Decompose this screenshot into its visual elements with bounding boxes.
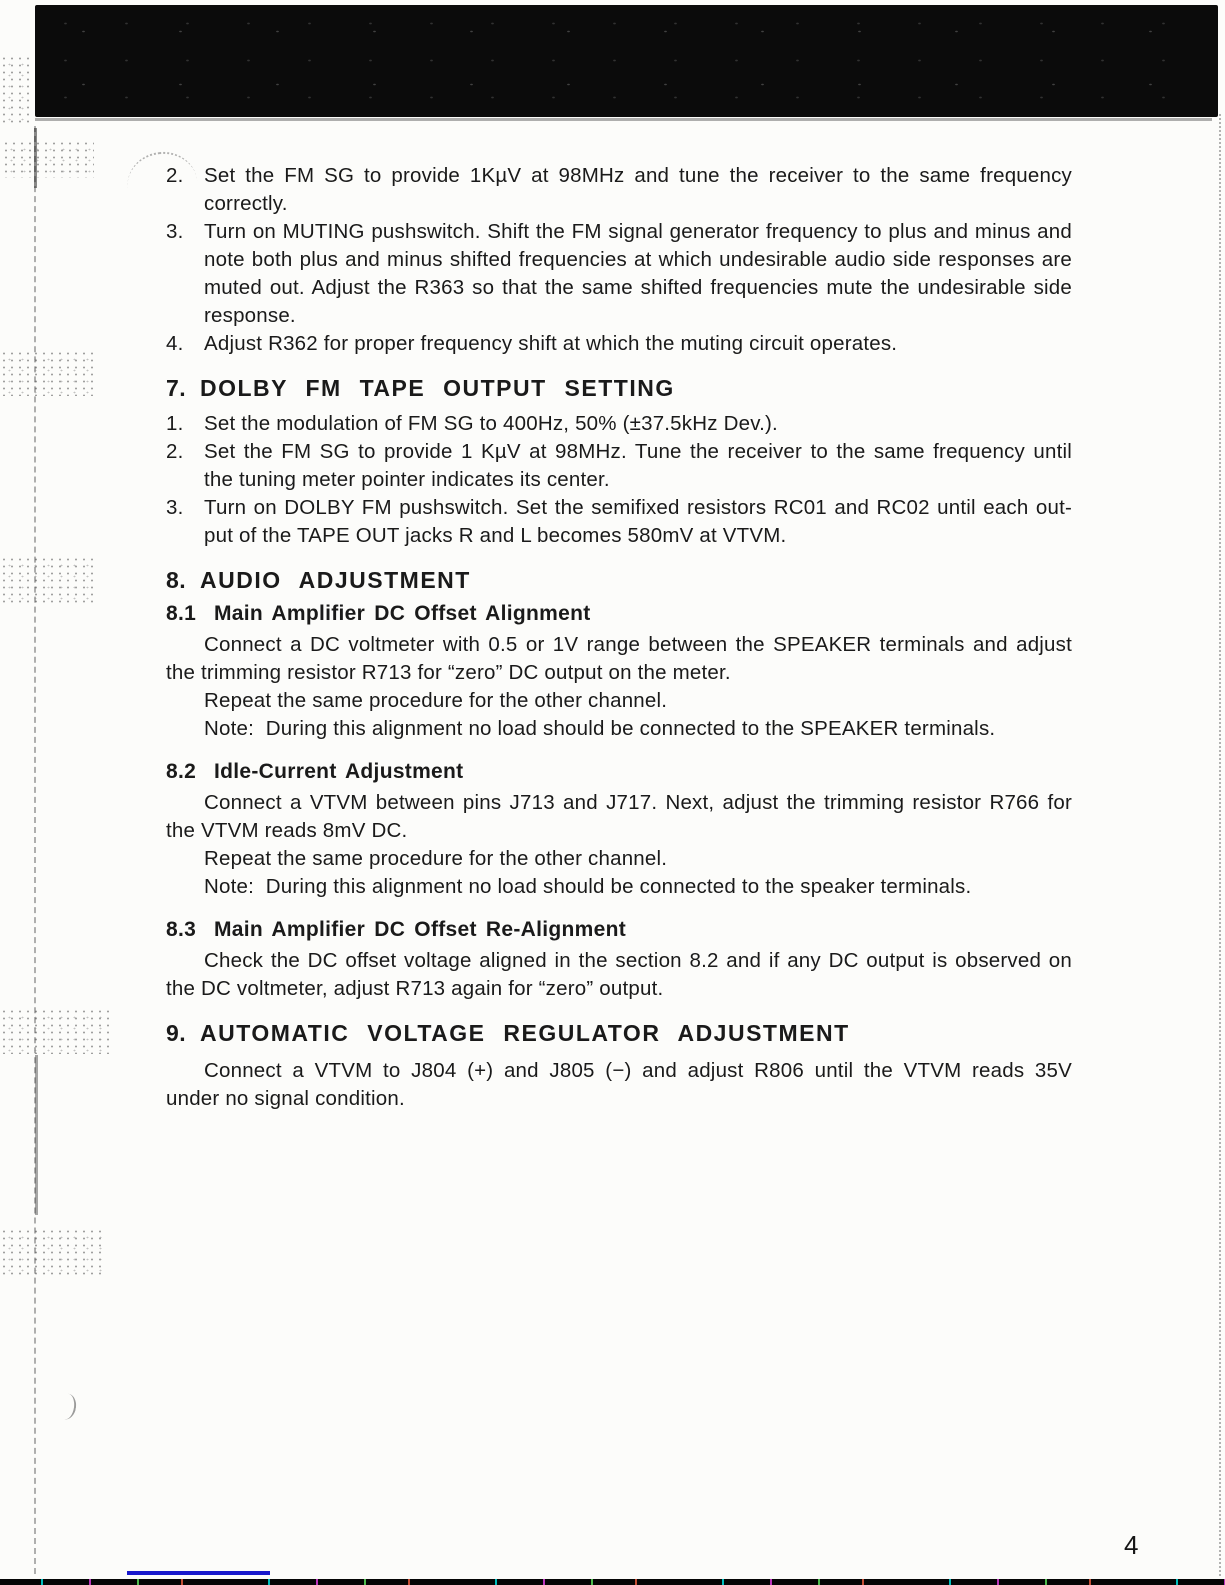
left-margin-scan-line-segment bbox=[35, 1055, 38, 1215]
scan-noise-patch bbox=[0, 55, 30, 125]
list-item-number: 3. bbox=[166, 220, 184, 243]
subsection-title: Idle-Current Adjustment bbox=[214, 760, 464, 783]
footer-link-underline bbox=[127, 1571, 270, 1575]
list-item bbox=[166, 438, 1072, 494]
subsection-heading-dc-offset-realignment bbox=[166, 915, 1072, 945]
list-item bbox=[166, 218, 1072, 330]
section-title: AUTOMATIC VOLTAGE REGULATOR ADJUSTMENT bbox=[200, 1020, 850, 1046]
scan-noise-patch bbox=[0, 1008, 110, 1054]
paragraph: Connect a VTVM to J804 (+) and J805 (−) and adjust R806 until the VTVM reads 35V under no signal condition. bbox=[166, 1059, 1072, 1110]
scan-noise-patch bbox=[0, 1228, 104, 1278]
note-paragraph: Note: During this alignment no load should be connected to the speaker terminals. bbox=[204, 875, 972, 898]
page-number: 4 bbox=[1124, 1530, 1139, 1560]
scan-bottom-edge bbox=[0, 1579, 1225, 1585]
list-item-number: 3. bbox=[166, 496, 184, 519]
paragraph: Connect a VTVM between pins J713 and J717. Next, adjust the trimming resistor R766 for the VTVM reads 8mV DC. bbox=[166, 791, 1072, 842]
list-item-number: 2. bbox=[166, 164, 184, 187]
list-item-number: 1. bbox=[166, 412, 184, 435]
list-item-text: Turn on MUTING pushswitch. Shift the FM signal generator frequency to plus and minus and note both plus and minus shifted frequencies at which undesirable audio side responses are muted out. Adjust the R363 so that the same shifted frequencies mute the undesirable side response. bbox=[204, 220, 1072, 327]
subsection-heading-idle-current bbox=[166, 757, 1072, 787]
section-title: DOLBY FM TAPE OUTPUT SETTING bbox=[200, 375, 675, 401]
section-number: 9. bbox=[166, 1020, 187, 1046]
redacted-header-bar bbox=[35, 5, 1218, 117]
subsection-number: 8.2 bbox=[166, 760, 197, 783]
list-item-text: Set the FM SG to provide 1 KµV at 98MHz. Tune the receiver to the same frequency until the tuning meter pointer indicates its center. bbox=[204, 440, 1072, 491]
muting-adjustment-list bbox=[166, 162, 1072, 358]
dolby-setting-list bbox=[166, 410, 1072, 550]
scan-paren-artifact bbox=[62, 1393, 78, 1420]
subsection-heading-dc-offset-alignment bbox=[166, 599, 1072, 629]
paragraph: Repeat the same procedure for the other channel. bbox=[204, 847, 668, 870]
section-heading-voltage-regulator bbox=[166, 1017, 1072, 1049]
list-item bbox=[166, 162, 1072, 218]
list-item bbox=[166, 494, 1072, 550]
list-item-text: Turn on DOLBY FM pushswitch. Set the semifixed resistors RC01 and RC02 until each out- put of the TAPE OUT jacks R and L becomes 580mV at VTVM. bbox=[204, 496, 1072, 547]
scan-noise-patch bbox=[0, 556, 94, 606]
scan-noise-patch bbox=[2, 140, 94, 178]
subsection-number: 8.3 bbox=[166, 918, 197, 941]
section-title: AUDIO ADJUSTMENT bbox=[200, 567, 471, 593]
section-heading-audio-adjustment bbox=[166, 564, 1072, 596]
subsection-title: Main Amplifier DC Offset Alignment bbox=[214, 602, 591, 625]
page-content bbox=[166, 162, 1072, 1113]
right-margin-scan-line bbox=[1219, 114, 1221, 1576]
section-heading-dolby-fm-tape-output bbox=[166, 372, 1072, 404]
list-item-number: 4. bbox=[166, 332, 184, 355]
scan-noise-patch bbox=[0, 350, 94, 396]
subsection-title: Main Amplifier DC Offset Re-Alignment bbox=[214, 918, 627, 941]
section-number: 7. bbox=[166, 375, 187, 401]
paragraph: Repeat the same procedure for the other channel. bbox=[204, 689, 668, 712]
subsection-number: 8.1 bbox=[166, 602, 197, 625]
section-number: 8. bbox=[166, 567, 187, 593]
paragraph: Connect a DC voltmeter with 0.5 or 1V range between the SPEAKER terminals and adjust the trimming resistor R713 for “zero” DC output on the meter. bbox=[166, 633, 1072, 684]
paragraph: Check the DC offset voltage aligned in the section 8.2 and if any DC output is observed on the DC voltmeter, adjust R713 again for “zero” output. bbox=[166, 949, 1072, 1000]
list-item-text: Set the modulation of FM SG to 400Hz, 50% (±37.5kHz Dev.). bbox=[204, 412, 778, 435]
note-paragraph: Note: During this alignment no load should be connected to the SPEAKER terminals. bbox=[204, 717, 996, 740]
list-item-text: Adjust R362 for proper frequency shift at which the muting circuit operates. bbox=[204, 332, 898, 355]
list-item-number: 2. bbox=[166, 440, 184, 463]
list-item bbox=[166, 330, 1072, 358]
left-margin-scan-line bbox=[34, 126, 36, 1574]
list-item bbox=[166, 410, 1072, 438]
list-item-text: Set the FM SG to provide 1KµV at 98MHz and tune the receiver to the same frequency correctly. bbox=[204, 164, 1072, 215]
